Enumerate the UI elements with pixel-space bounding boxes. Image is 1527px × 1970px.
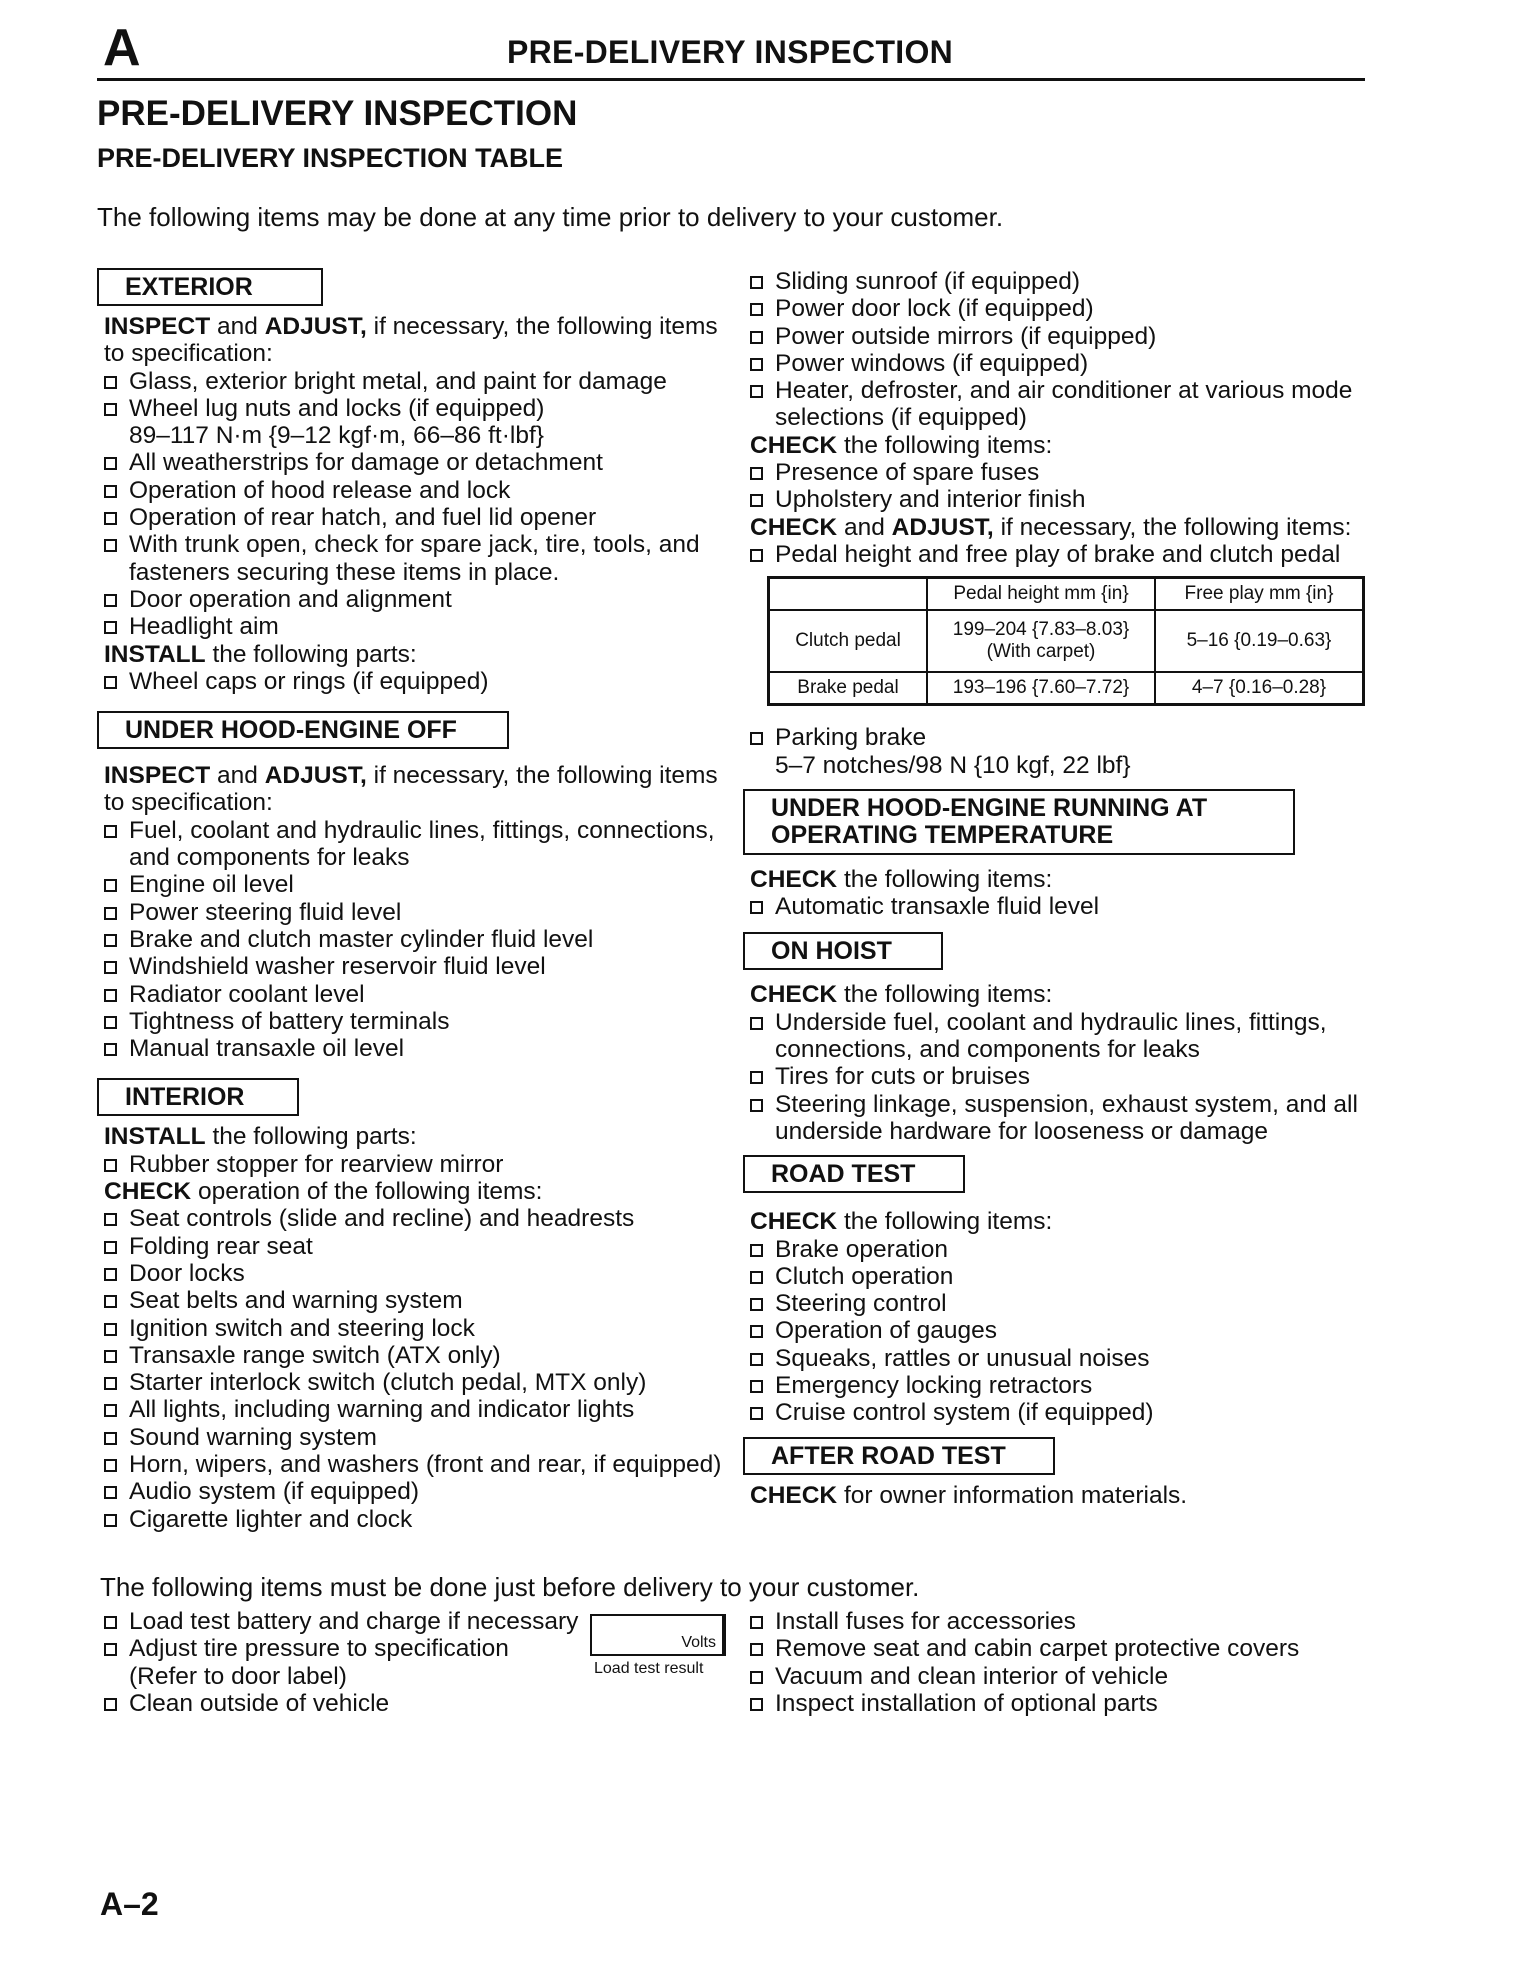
on-hoist-check-instruction: CHECK the following items: [750, 981, 1053, 1009]
checklist-item[interactable]: Inspect installation of optional parts [743, 1690, 1363, 1717]
interior-check-instruction: CHECK operation of the following items: [104, 1178, 543, 1206]
checklist-item[interactable]: Starter interlock switch (clutch pedal, MTX only) [97, 1369, 727, 1396]
checklist-item[interactable]: Horn, wipers, and washers (front and rear, if equipped) [97, 1451, 727, 1478]
checklist-item[interactable]: Operation of hood release and lock [97, 477, 727, 504]
right-column [743, 268, 1371, 1509]
checklist-item[interactable]: Clean outside of vehicle [97, 1690, 717, 1717]
table-cell: 193–196 {7.60–7.72} [927, 672, 1155, 705]
left-column [97, 268, 727, 1533]
checklist-item[interactable]: All weatherstrips for damage or detachment [97, 449, 727, 476]
checklist-item-continued: connections, and components for leaks [775, 1036, 1200, 1064]
checklist-item[interactable]: Fuel, coolant and hydraulic lines, fittings, connections, [97, 817, 727, 844]
check-instruction: CHECK the following items: [750, 431, 1053, 459]
checklist-item-continued: and components for leaks [129, 844, 410, 872]
checklist-item[interactable]: Wheel caps or rings (if equipped) [97, 668, 727, 695]
checklist-item[interactable]: With trunk open, check for spare jack, tire, tools, and [97, 531, 727, 558]
checklist-item[interactable]: Engine oil level [97, 871, 727, 898]
page-number: A–2 [100, 1886, 159, 1922]
checklist-item[interactable]: Ignition switch and steering lock [97, 1315, 727, 1342]
exterior-heading: EXTERIOR [97, 268, 323, 306]
table-cell: 4–7 {0.16–0.28} [1155, 672, 1364, 705]
checklist-item[interactable]: Upholstery and interior finish [743, 486, 1371, 513]
road-test-check-instruction: CHECK the following items: [750, 1208, 1053, 1236]
checklist-item[interactable]: Sound warning system [97, 1424, 727, 1451]
checklist-item[interactable]: Adjust tire pressure to specification [97, 1635, 717, 1662]
checklist-item-continued: (Refer to door label) [129, 1662, 347, 1690]
checklist-item[interactable]: Tightness of battery terminals [97, 1008, 727, 1035]
checklist-item[interactable]: Steering linkage, suspension, exhaust system, and all [743, 1091, 1371, 1118]
bottom-intro-text: The following items must be done just before delivery to your customer. [100, 1572, 920, 1602]
checklist-item[interactable]: Pedal height and free play of brake and clutch pedal [743, 541, 1371, 568]
checklist-item[interactable]: Audio system (if equipped) [97, 1478, 727, 1505]
table-cell: 199–204 {7.83–8.03} (With carpet) [927, 610, 1155, 672]
pedal-spec-table [767, 576, 1365, 706]
on-hoist-heading: ON HOIST [743, 932, 943, 970]
checklist-item[interactable]: Seat controls (slide and recline) and headrests [97, 1205, 727, 1232]
road-test-heading: ROAD TEST [743, 1155, 965, 1193]
checklist-item[interactable]: Power windows (if equipped) [743, 350, 1371, 377]
main-title: PRE-DELIVERY INSPECTION [97, 94, 578, 133]
checklist-item-continued: selections (if equipped) [775, 404, 1027, 432]
checklist-item[interactable]: All lights, including warning and indicator lights [97, 1396, 727, 1423]
checklist-item[interactable]: Heater, defroster, and air conditioner at various mode [743, 377, 1371, 404]
load-test-caption: Load test result [594, 1660, 704, 1677]
parking-brake-spec: 5–7 notches/98 N {10 kgf, 22 lbf} [775, 751, 1131, 779]
checklist-item-continued: underside hardware for looseness or damage [775, 1117, 1269, 1145]
table-header-cell: Free play mm {in} [1155, 578, 1364, 611]
checklist-item[interactable]: Operation of rear hatch, and fuel lid opener [97, 504, 727, 531]
checklist-item[interactable]: Door locks [97, 1260, 727, 1287]
checklist-item[interactable]: Emergency locking retractors [743, 1372, 1371, 1399]
page-header [97, 16, 1365, 81]
sub-title: PRE-DELIVERY INSPECTION TABLE [97, 143, 564, 173]
checklist-item[interactable]: Brake operation [743, 1236, 1371, 1263]
checklist-item[interactable]: Cigarette lighter and clock [97, 1506, 727, 1533]
checklist-item[interactable]: Power outside mirrors (if equipped) [743, 323, 1371, 350]
checklist-item[interactable]: Steering control [743, 1290, 1371, 1317]
table-header-cell [769, 578, 928, 611]
table-cell: 5–16 {0.19–0.63} [1155, 610, 1364, 672]
checklist-item[interactable]: Windshield washer reservoir fluid level [97, 953, 727, 980]
checklist-item[interactable]: Transaxle range switch (ATX only) [97, 1342, 727, 1369]
check-adjust-instruction: CHECK and ADJUST, if necessary, the following items: [750, 513, 1352, 541]
hood-off-heading: UNDER HOOD-ENGINE OFF [97, 711, 509, 749]
checklist-item[interactable]: Parking brake [743, 724, 1371, 751]
install-instruction: INSTALL the following parts: [104, 640, 417, 668]
checklist-item[interactable]: Presence of spare fuses [743, 459, 1371, 486]
checklist-item-continued: fasteners securing these items in place. [129, 558, 560, 586]
hood-off-instruction: INSPECT and ADJUST, if necessary, the following items to specification: [104, 762, 718, 817]
table-header-row [769, 578, 1364, 611]
checklist-item[interactable]: Folding rear seat [97, 1233, 727, 1260]
table-header-cell: Pedal height mm {in} [927, 578, 1155, 611]
checklist-item[interactable]: Underside fuel, coolant and hydraulic lines, fittings, [743, 1009, 1371, 1036]
header-title: PRE-DELIVERY INSPECTION [507, 34, 954, 70]
interior-install-instruction: INSTALL the following parts: [104, 1123, 417, 1151]
load-test-unit: Volts [681, 1634, 716, 1651]
checklist-item[interactable]: Power door lock (if equipped) [743, 295, 1371, 322]
table-cell: Clutch pedal [769, 610, 928, 672]
checklist-item[interactable]: Headlight aim [97, 613, 727, 640]
intro-text: The following items may be done at any time prior to delivery to your customer. [97, 202, 1004, 232]
bottom-right-list [743, 1608, 1363, 1717]
checklist-item[interactable]: Load test battery and charge if necessary [97, 1608, 717, 1635]
table-row [769, 610, 1364, 672]
checklist-item[interactable]: Power steering fluid level [97, 899, 727, 926]
hood-running-heading: UNDER HOOD-ENGINE RUNNING AT OPERATING TEMPERATURE [743, 789, 1295, 855]
torque-spec: 89–117 N·m {9–12 kgf·m, 66–86 ft·lbf} [129, 422, 544, 450]
checklist-item[interactable]: Tires for cuts or bruises [743, 1063, 1371, 1090]
hood-running-check-instruction: CHECK the following items: [750, 865, 1053, 893]
checklist-item[interactable]: Rubber stopper for rearview mirror [97, 1151, 727, 1178]
checklist-item[interactable]: Radiator coolant level [97, 981, 727, 1008]
interior-heading: INTERIOR [97, 1078, 299, 1116]
checklist-item[interactable]: Manual transaxle oil level [97, 1035, 727, 1062]
after-road-test-instruction: CHECK for owner information materials. [750, 1481, 1188, 1509]
checklist-item[interactable]: Seat belts and warning system [97, 1287, 727, 1314]
checklist-item[interactable]: Remove seat and cabin carpet protective covers [743, 1635, 1363, 1662]
checklist-item[interactable]: Operation of gauges [743, 1317, 1371, 1344]
table-cell: Brake pedal [769, 672, 928, 705]
checklist-item[interactable]: Automatic transaxle fluid level [743, 893, 1371, 920]
exterior-instruction: INSPECT and ADJUST, if necessary, the following items to specification: [104, 313, 718, 368]
after-road-test-heading: AFTER ROAD TEST [743, 1437, 1055, 1475]
table-row [769, 672, 1364, 705]
checklist-item[interactable]: Squeaks, rattles or unusual noises [743, 1345, 1371, 1372]
checklist-item[interactable]: Wheel lug nuts and locks (if equipped) [97, 395, 727, 422]
section-letter: A [103, 19, 141, 77]
checklist-item[interactable]: Clutch operation [743, 1263, 1371, 1290]
checklist-item[interactable]: Brake and clutch master cylinder fluid level [97, 926, 727, 953]
checklist-item[interactable]: Door operation and alignment [97, 586, 727, 613]
checklist-item[interactable]: Cruise control system (if equipped) [743, 1399, 1371, 1426]
checklist-item[interactable]: Install fuses for accessories [743, 1608, 1363, 1635]
checklist-item[interactable]: Sliding sunroof (if equipped) [743, 268, 1371, 295]
load-test-result-field[interactable] [590, 1614, 726, 1656]
checklist-item[interactable]: Glass, exterior bright metal, and paint for damage [97, 368, 727, 395]
checklist-item[interactable]: Vacuum and clean interior of vehicle [743, 1663, 1363, 1690]
